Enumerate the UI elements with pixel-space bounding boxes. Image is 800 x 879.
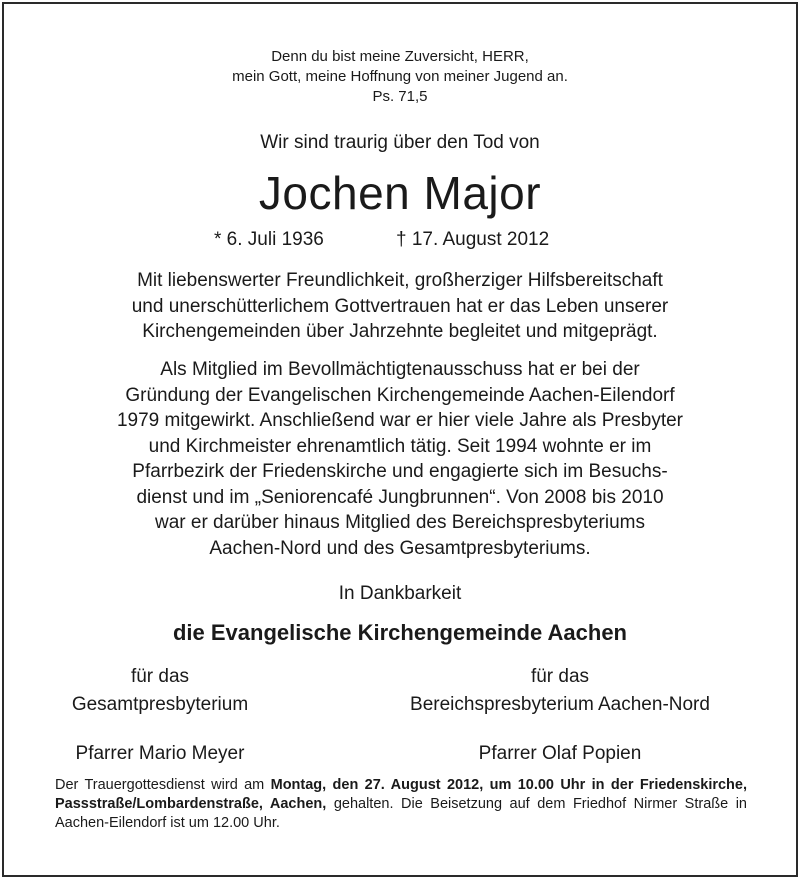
verse-line-2: mein Gott, meine Hoffnung von meiner Jugend an.	[232, 68, 568, 85]
service-date-location: Montag, den 27. August 2012, um 10.00 Uhr in der Friedenskirche, Passstraße/Lombardenstraße, Aachen,	[55, 777, 748, 812]
signatory-left	[40, 663, 280, 768]
paragraph-line: dienst und im „Seniorencafé Jungbrunnen“. Von 2008 bis 2010	[136, 486, 664, 508]
paragraph-line: und Kirchmeister ehrenamtlich tätig. Seit 1994 wohnte er im	[148, 435, 652, 457]
church-name: die Evangelische Kirchengemeinde Aachen	[172, 620, 627, 645]
signatory-body: Bereichspresbyterium Aachen-Nord	[410, 694, 710, 715]
paragraph-line: Mit liebenswerter Freundlichkeit, großherziger Hilfsbereitschaft	[137, 270, 663, 291]
signatory-for: für das	[530, 666, 590, 687]
signatory-right	[360, 663, 760, 768]
intro-text: Wir sind traurig über den Tod von	[260, 132, 540, 153]
death-date: † 17. August 2012	[396, 229, 550, 250]
paragraph-line: Aachen-Nord und des Gesamtpresbyteriums.	[209, 537, 591, 559]
bible-verse	[0, 47, 800, 107]
signatory-pastor: Pfarrer Olaf Popien	[478, 743, 642, 764]
paragraph-line: Kirchengemeinden über Jahrzehnte begleitet und mitgeprägt.	[142, 321, 658, 342]
deceased-name: Jochen Major	[258, 167, 542, 219]
funeral-service-info	[55, 776, 747, 833]
verse-reference: Ps. 71,5	[372, 88, 428, 105]
paragraph-line: Gründung der Evangelischen Kirchengemeinde Aachen-Eilendorf	[125, 384, 675, 406]
tribute-paragraph-2	[0, 357, 800, 561]
signatory-body: Gesamtpresbyterium	[71, 694, 249, 715]
signatory-for: für das	[130, 666, 190, 687]
paragraph-line: Pfarrbezirk der Friedenskirche und engagierte sich im Besuchs-	[132, 461, 668, 482]
tribute-paragraph-1	[0, 268, 800, 345]
verse-line-1: Denn du bist meine Zuversicht, HERR,	[271, 48, 529, 65]
thanks-line: In Dankbarkeit	[338, 583, 462, 604]
paragraph-line: war er darüber hinaus Mitglied des Bereichspresbyteriums	[154, 512, 645, 533]
paragraph-line: 1979 mitgewirkt. Anschließend war er hier viele Jahre als Presbyter	[116, 410, 684, 431]
service-text-start: Der Trauergottesdienst wird am	[55, 777, 271, 793]
paragraph-line: Als Mitglied im Bevollmächtigtenausschuss hat er bei der	[160, 359, 640, 380]
birth-date: * 6. Juli 1936	[214, 229, 324, 250]
signatory-pastor: Pfarrer Mario Meyer	[75, 743, 245, 764]
paragraph-line: und unerschütterlichem Gottvertrauen hat er das Leben unserer	[131, 295, 669, 317]
service-text-end: gehalten. Die Beisetzung auf dem Friedhof Nirmer Straße in Aachen-Eilendorf ist um 12.00 Uhr.	[55, 796, 747, 831]
